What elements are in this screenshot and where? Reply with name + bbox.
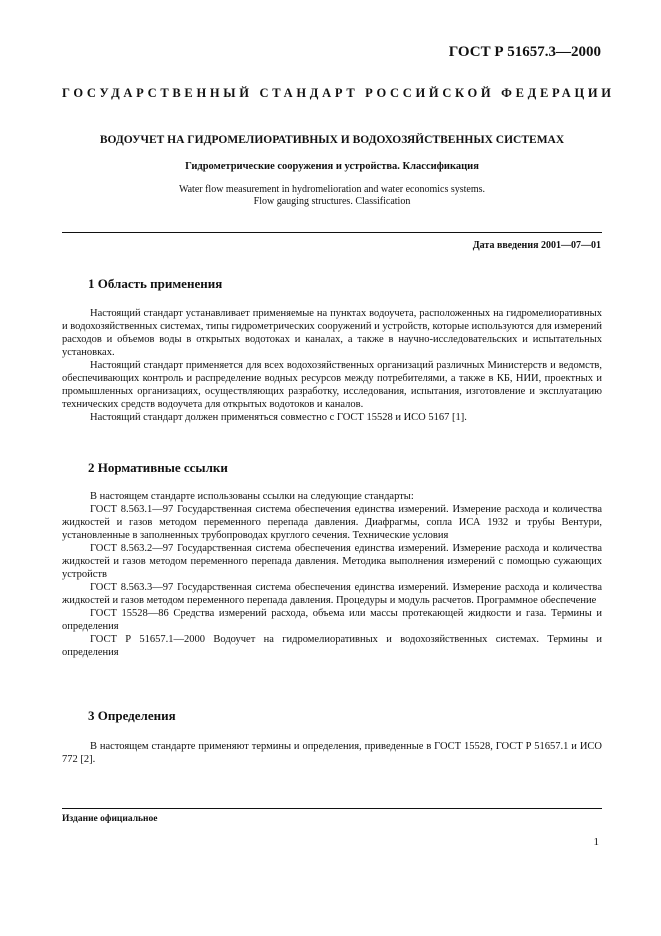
document-number: ГОСТ Р 51657.3—2000	[448, 44, 601, 60]
english-title	[62, 184, 602, 208]
definitions-paragraph: В настоящем стандарте применяют термины и определения, приведенные в ГОСТ 15528, ГОСТ Р 51657.1 и ИСО 772 [2].	[62, 741, 602, 765]
english-title-line-1: Water flow measurement in hydromelioration and water economics systems.	[178, 184, 486, 195]
section-3-heading: 3 Определения	[88, 708, 176, 723]
header-divider	[62, 232, 602, 233]
references-intro: В настоящем стандарте использованы ссылки на следующие стандарты:	[90, 491, 414, 502]
english-title-line-2: Flow gauging structures. Classification	[253, 196, 411, 207]
reference-item: ГОСТ Р 51657.1—2000 Водоучет на гидромелиоративных и водохозяйственных системах. Термины и определения	[62, 634, 602, 658]
section-1-heading: 1 Область применения	[88, 276, 223, 291]
standard-title: ВОДОУЧЕТ НА ГИДРОМЕЛИОРАТИВНЫХ И ВОДОХОЗЯЙСТВЕННЫХ СИСТЕМАХ	[99, 134, 565, 146]
scope-paragraph: Настоящий стандарт применяется для всех водохозяйственных организаций различных Министерств и ведомств, обеспечивающих контроль и распределение водных ресурсов между потребителями, а также в КБ, НИИ, проектных и промышленных организациях, осуществляющих разработку, исследования, испытания, изготовление и эксплуатацию технических средств водоучета для открытых водотоков и каналов.	[62, 360, 602, 410]
state-standard-title: ГОСУДАРСТВЕННЫЙ СТАНДАРТ РОССИЙСКОЙ ФЕДЕРАЦИИ	[62, 86, 615, 100]
page-number: 1	[593, 836, 599, 848]
reference-item: ГОСТ 8.563.3—97 Государственная система обеспечения единства измерений. Измерение расхода и количества жидкостей и газов методом переменного перепада давления. Процедуры и модуль расчетов. Программное обеспечение	[62, 582, 602, 606]
section-2-body	[62, 490, 602, 659]
edition-label: Издание официальное	[62, 814, 158, 824]
reference-item: ГОСТ 15528—86 Средства измерений расхода, объема или массы протекающей жидкости и газа. Термины и определения	[62, 608, 602, 632]
scope-paragraph: Настоящий стандарт устанавливает применяемые на пунктах водоучета, расположенных на гидромелиоративных и водохозяйственных системах, типы гидрометрических сооружений и устройств, которые используются для измерений расходов и объемов воды в открытых водотоках и каналах, а также в научно-исследовательских и испытательных установках.	[62, 308, 602, 358]
section-1-body	[62, 307, 602, 424]
footer-divider	[62, 808, 602, 809]
reference-item: ГОСТ 8.563.1—97 Государственная система обеспечения единства измерений. Измерение расхода и количества жидкостей и газов методом переменного перепада давления. Диафрагмы, сопла ИСА 1932 и трубы Вентури, установленные в заполненных трубопроводах круглого сечения. Технические условия	[62, 504, 602, 541]
introduction-date: Дата введения 2001—07—01	[472, 240, 601, 251]
reference-item: ГОСТ 8.563.2—97 Государственная система обеспечения единства измерений. Измерение расхода и количества жидкостей и газов методом переменного перепада давления. Методика выполнения измерений с помощью сужающих устройств	[62, 543, 602, 580]
section-2-heading: 2 Нормативные ссылки	[88, 460, 228, 475]
standard-subtitle: Гидрометрические сооружения и устройства. Классификация	[185, 161, 479, 172]
section-3-body	[62, 740, 602, 766]
scope-paragraph: Настоящий стандарт должен применяться совместно с ГОСТ 15528 и ИСО 5167 [1].	[90, 412, 467, 423]
